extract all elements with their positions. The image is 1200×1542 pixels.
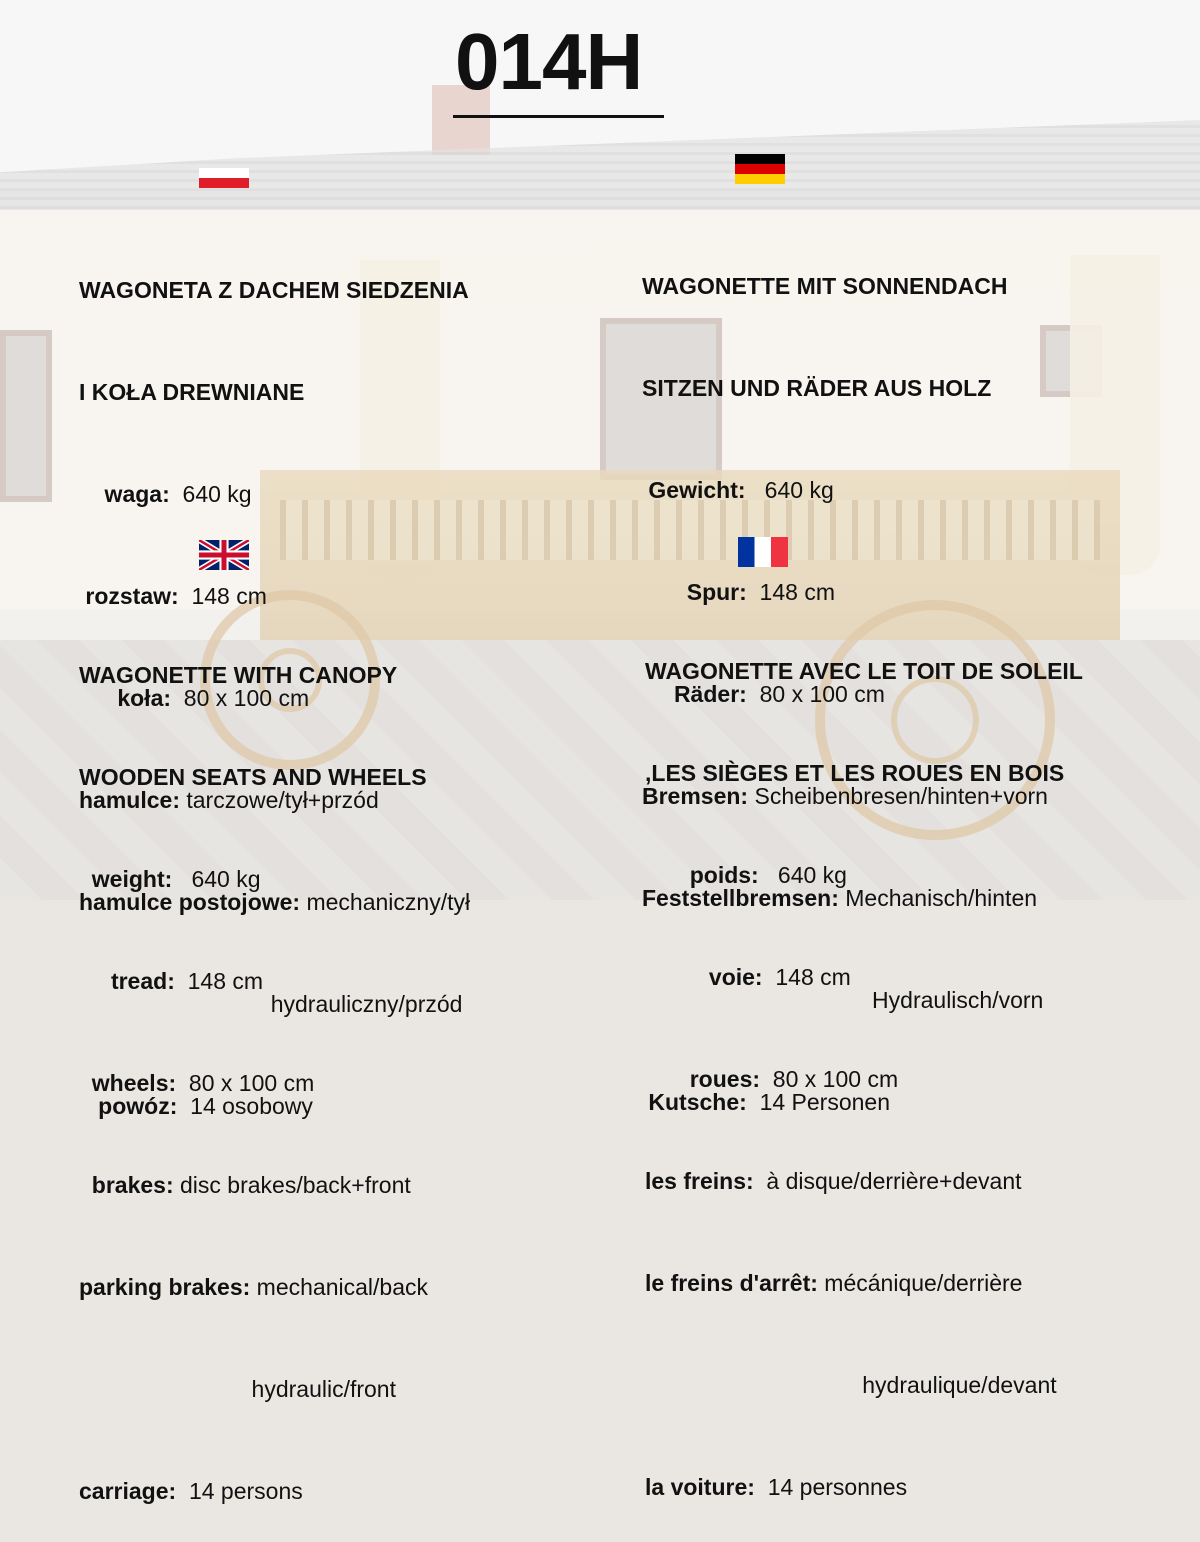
page-title: 014H (455, 17, 643, 106)
spec-label: weight: (79, 866, 173, 892)
flag-germany-icon (735, 154, 785, 184)
spec-value: mechaniczny/tył (300, 889, 471, 915)
spec-value: 640 kg (758, 862, 847, 888)
spec-label: rozstaw: (79, 583, 179, 609)
title-underline (453, 115, 664, 118)
spec-value: 148 cm (746, 579, 835, 605)
english-spec-row (79, 1168, 428, 1202)
spec-value: à disque/derrière+devant (753, 1168, 1022, 1194)
spec-label: waga: (79, 481, 170, 507)
french-spec-row (645, 1470, 1083, 1504)
spec-value: hydrauliczny/przód (79, 991, 463, 1017)
spec-label: wheels: (79, 1070, 177, 1096)
french-spec-row (645, 1368, 1083, 1402)
spec-label: la voiture: (645, 1474, 755, 1500)
german-heading-line-2: SITZEN UND RÄDER AUS HOLZ (642, 375, 992, 401)
spec-label: tread: (79, 968, 175, 994)
spec-label: poids: (645, 862, 759, 888)
spec-value: 14 personnes (754, 1474, 908, 1500)
spec-label: parking brakes: (79, 1274, 251, 1300)
spec-value: 80 x 100 cm (176, 1070, 315, 1096)
english-heading-line-2: WOODEN SEATS AND WHEELS (79, 764, 427, 790)
spec-value: Hydraulisch/vorn (642, 987, 1044, 1013)
french-spec-row (645, 1266, 1083, 1300)
french-spec-row (645, 960, 1083, 994)
spec-label: Bremsen: (642, 783, 749, 809)
spec-value: disc brakes/back+front (173, 1172, 411, 1198)
spec-label: koła: (79, 685, 172, 711)
english-spec-row (79, 1372, 428, 1406)
spec-label: Gewicht: (642, 477, 746, 503)
spec-value: 640 kg (172, 866, 261, 892)
polish-heading-line-1: WAGONETA Z DACHEM SIEDZENIA (79, 277, 469, 303)
spec-label: Kutsche: (642, 1089, 747, 1115)
french-spec-block (645, 586, 1083, 1538)
english-spec-row (79, 862, 428, 896)
spec-value: tarczowe/tył+przód (179, 787, 379, 813)
french-heading-line-1: WAGONETTE AVEC LE TOIT DE SOLEIL (645, 658, 1083, 684)
spec-label: roues: (645, 1066, 761, 1092)
spec-label: voie: (645, 964, 763, 990)
spec-value: 640 kg (745, 477, 834, 503)
spec-label: le freins d'arrêt: (645, 1270, 818, 1296)
german-heading-line-1: WAGONETTE MIT SONNENDACH (642, 273, 1008, 299)
spec-value: 640 kg (169, 481, 252, 507)
spec-value: 148 cm (174, 968, 264, 994)
spec-value: 14 osobowy (177, 1093, 313, 1119)
spec-value: 14 Personen (746, 1089, 891, 1115)
spec-value: hydraulique/devant (645, 1372, 1057, 1398)
spec-value: mechanical/back (250, 1274, 428, 1300)
english-spec-row (79, 964, 428, 998)
english-spec-row (79, 1270, 428, 1304)
polish-spec-row (79, 477, 470, 511)
spec-value: 14 persons (176, 1478, 303, 1504)
spec-value: Scheibenbresen/hinten+vorn (748, 783, 1048, 809)
spec-label: les freins: (645, 1168, 754, 1194)
spec-value: 80 x 100 cm (760, 1066, 899, 1092)
polish-heading-line-2: I KOŁA DREWNIANE (79, 379, 305, 405)
spec-label: Feststellbremsen: (642, 885, 839, 911)
spec-value: Mechanisch/hinten (838, 885, 1038, 911)
spec-label: Spur: (642, 579, 747, 605)
spec-value: 148 cm (762, 964, 851, 990)
english-spec-row (79, 1474, 428, 1508)
spec-label: powóz: (79, 1093, 178, 1119)
spec-value: 80 x 100 cm (746, 681, 885, 707)
french-spec-row (645, 1164, 1083, 1198)
spec-value: 80 x 100 cm (171, 685, 310, 711)
flag-poland-icon (199, 168, 249, 188)
spec-label: hamulce postojowe: (79, 889, 301, 915)
french-spec-row (645, 1062, 1083, 1096)
spec-value: 148 cm (178, 583, 267, 609)
spec-label: brakes: (79, 1172, 174, 1198)
english-spec-row (79, 1066, 428, 1100)
spec-value: mécánique/derrière (817, 1270, 1023, 1296)
spec-label: Räder: (642, 681, 747, 707)
spec-value: hydraulic/front (79, 1376, 396, 1402)
spec-label: carriage: (79, 1478, 177, 1504)
english-heading-line-1: WAGONETTE WITH CANOPY (79, 662, 398, 688)
german-spec-row (642, 473, 1048, 507)
spec-label: hamulce: (79, 787, 180, 813)
english-spec-block (79, 590, 428, 1542)
french-spec-row (645, 858, 1083, 892)
french-heading-line-2: ,LES SIÈGES ET LES ROUES EN BOIS (645, 760, 1065, 786)
